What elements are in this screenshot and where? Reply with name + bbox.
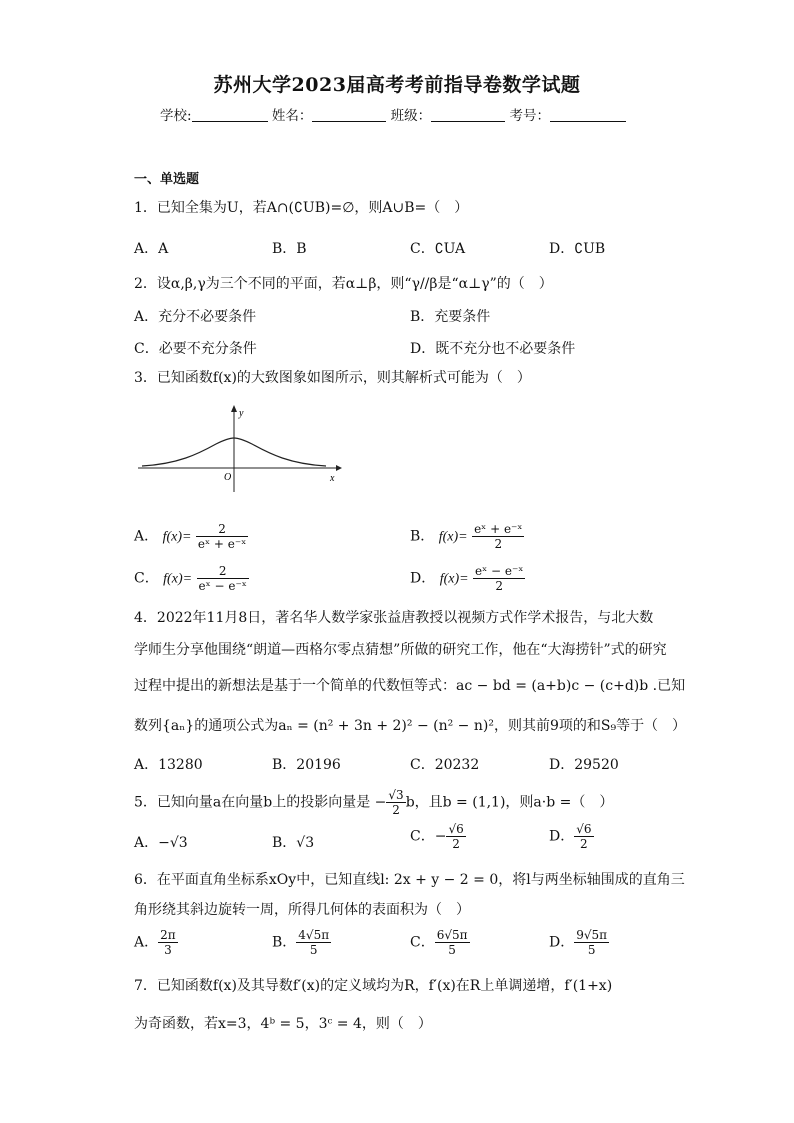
q6-option-a-num: 2π: [160, 928, 176, 942]
q2-option-b[interactable]: B．充要条件: [410, 309, 491, 325]
q3-option-d-den: 2: [495, 579, 504, 593]
q6-option-b[interactable]: [272, 928, 331, 957]
q6-option-b-num: 4√5π: [298, 928, 330, 942]
q3-option-b-num: eˣ + e⁻ˣ: [474, 522, 523, 536]
q6-option-b-letter: B．: [272, 934, 297, 951]
q6-option-a-den: 3: [164, 943, 172, 957]
function-graph: [138, 404, 342, 494]
q1-option-d[interactable]: D．∁UB: [549, 241, 606, 257]
q3-option-a[interactable]: [134, 522, 248, 551]
q5-frac-den: 2: [392, 803, 400, 817]
x-axis-arrow: [336, 465, 342, 471]
q5-frac-num: √3: [388, 788, 404, 802]
y-axis-label: y: [239, 408, 244, 419]
q2-option-c[interactable]: C．必要不充分条件: [134, 341, 257, 357]
q3-option-b[interactable]: [410, 522, 524, 551]
q3-option-d-letter: D．: [410, 570, 436, 587]
question-4-line-4: 数列{aₙ}的通项公式为aₙ = (n² + 3n + 2)² − (n² − n)²，则其前9项的和S₉等于（ ）: [134, 718, 687, 734]
q5-option-a-text: −√3: [158, 835, 188, 851]
q3-option-a-num: 2: [196, 522, 248, 537]
q3-option-c-lhs: f(x)=: [163, 571, 193, 587]
q3-option-a-den: eˣ + e⁻ˣ: [197, 537, 247, 551]
q3-option-c-den: eˣ − e⁻ˣ: [198, 579, 247, 593]
number-blank[interactable]: [550, 107, 626, 122]
question-1-stem: 1．已知全集为U，若A∩(∁UB)=∅，则A∪B=（ ）: [134, 200, 469, 216]
school-label: 学校:: [160, 108, 192, 124]
q5-option-d-letter: D．: [549, 828, 575, 845]
q5-option-a-letter: A．: [134, 835, 159, 851]
q6-option-d-num: 9√5π: [576, 928, 608, 942]
number-label: 考号：: [509, 108, 550, 124]
q3-option-b-letter: B．: [410, 528, 435, 545]
question-7-line-1: 7．已知函数f(x)及其导数f′(x)的定义域均为R，f′(x)在R上单调递增，f′(1+x): [134, 978, 613, 994]
school-blank[interactable]: [192, 107, 268, 122]
q6-option-d-den: 5: [587, 943, 596, 957]
q5-option-c-num: √6: [448, 822, 464, 836]
q6-option-b-den: 5: [309, 943, 318, 957]
q6-option-a-letter: A．: [134, 934, 159, 951]
q6-option-d-letter: D．: [549, 934, 575, 951]
q5-option-d-den: 2: [580, 837, 588, 851]
question-2-stem: 2．设α,β,γ为三个不同的平面，若α⊥β，则“γ//β是“α⊥γ”的（ ）: [134, 276, 553, 292]
question-3-stem: 3．已知函数f(x)的大致图象如图所示，则其解析式可能为（ ）: [134, 370, 531, 386]
question-4-line-3: 过程中提出的新想法是基于一个简单的代数恒等式：ac − bd = (a+b)c − (c+d)b .已知: [134, 678, 686, 694]
x-axis-label: x: [330, 473, 335, 484]
q5-option-c-den: 2: [452, 837, 460, 851]
q4-option-d[interactable]: D．29520: [549, 757, 619, 773]
q5-option-b[interactable]: [272, 832, 314, 852]
origin-label: O: [224, 472, 232, 483]
q4-option-c[interactable]: C．20232: [410, 757, 480, 773]
y-axis-arrow: [231, 405, 237, 412]
q3-option-c-num: 2: [197, 564, 249, 579]
q5-option-d-num: √6: [576, 822, 592, 836]
q5-stem-part-a: 5．已知向量a在向量b上的投影向量是 −: [134, 794, 387, 811]
section-title: 一、单选题: [134, 172, 200, 187]
q5-option-c-letter: C．: [410, 828, 435, 845]
question-4-line-2: 学师生分享他围绕“朗道—西格尔零点猜想”所做的研究工作，他在“大海捞针”式的研究: [134, 642, 667, 658]
q1-option-b[interactable]: B．B: [272, 241, 307, 257]
q2-option-a[interactable]: A．充分不必要条件: [134, 309, 257, 325]
q5-option-a[interactable]: [134, 832, 188, 852]
q1-option-c[interactable]: C．∁UA: [410, 241, 466, 257]
q5-option-d[interactable]: [549, 822, 594, 851]
q3-option-a-lhs: f(x)=: [162, 529, 192, 545]
q3-option-d-lhs: f(x)=: [439, 571, 469, 587]
q6-option-c[interactable]: [410, 928, 470, 957]
question-6-line-2: 角形绕其斜边旋转一周，所得几何体的表面积为（ ）: [134, 902, 470, 918]
name-blank[interactable]: [312, 107, 386, 122]
q3-option-d-num: eˣ − e⁻ˣ: [475, 564, 524, 578]
question-5-stem: [134, 788, 613, 817]
q3-option-c-letter: C．: [134, 570, 159, 587]
q3-option-d[interactable]: [410, 564, 525, 593]
q4-option-b[interactable]: B．20196: [272, 757, 341, 773]
class-blank[interactable]: [431, 107, 505, 122]
question-4-line-1: 4．2022年11月8日，著名华人数学家张益唐教授以视频方式作学术报告，与北大数: [134, 610, 654, 626]
q3-option-a-letter: A．: [134, 528, 159, 545]
student-info-line: [160, 104, 626, 124]
question-6-line-1: 6．在平面直角坐标系xOy中，已知直线l: 2x + y − 2 = 0，将l与两坐标轴围成的直角三: [134, 872, 685, 888]
q5-option-b-letter: B．: [272, 835, 297, 851]
q4-option-a[interactable]: A．13280: [134, 757, 203, 773]
name-label: 姓名：: [271, 108, 313, 124]
q6-option-d[interactable]: [549, 928, 609, 957]
q6-option-c-den: 5: [448, 943, 456, 957]
q5-option-c-text: −: [434, 828, 447, 845]
q3-option-b-lhs: f(x)=: [438, 529, 468, 545]
q5-stem-part-b: b，且b = (1,1)，则a·b =（ ）: [405, 794, 614, 811]
q5-option-c[interactable]: [410, 822, 466, 851]
q3-option-b-den: 2: [494, 537, 503, 551]
page-title: 苏州大学2023届高考考前指导卷数学试题: [213, 74, 581, 96]
q6-option-c-num: 6√5π: [436, 928, 468, 942]
q6-option-c-letter: C．: [410, 934, 435, 951]
q1-option-a[interactable]: A．A: [134, 241, 169, 257]
q3-option-c[interactable]: [134, 564, 249, 593]
class-label: 班级：: [390, 108, 432, 124]
q6-option-a[interactable]: [134, 928, 178, 957]
q5-option-b-text: √3: [296, 835, 315, 851]
question-7-line-2: 为奇函数，若x=3，4ᵇ = 5，3ᶜ = 4，则（ ）: [134, 1016, 432, 1032]
q2-option-d[interactable]: D．既不充分也不必要条件: [410, 341, 576, 357]
